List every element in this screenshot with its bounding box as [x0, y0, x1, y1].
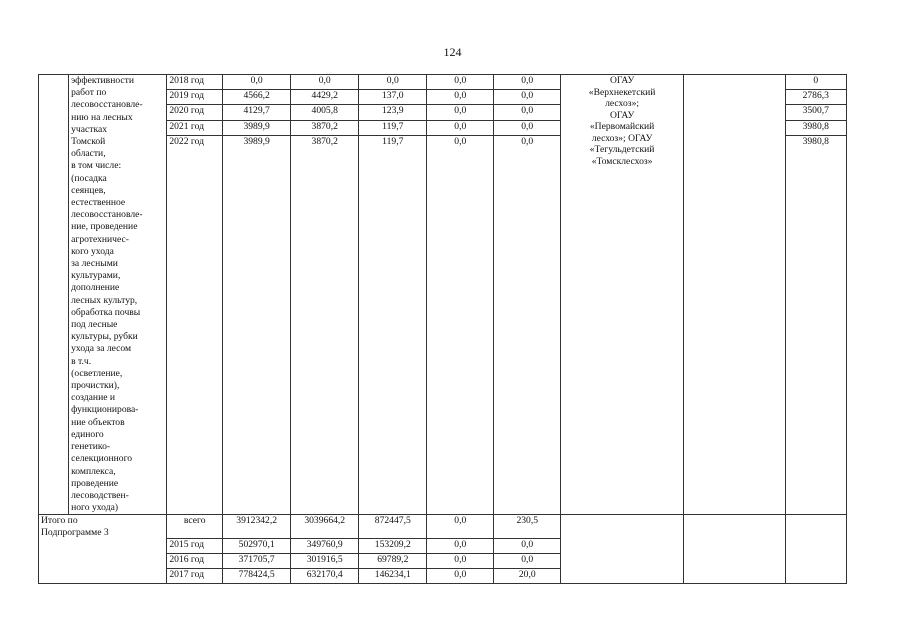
value-cell-loc: 0,0 — [427, 90, 494, 105]
measure-name-line: лесовосстановле- — [71, 99, 143, 111]
value-cell-total: 3989,9 — [223, 135, 291, 515]
value-cell-loc: 0,0 — [427, 105, 494, 120]
measure-name-line: ного ухода) — [71, 502, 119, 514]
row-number-cell — [39, 75, 69, 515]
total-label-cell — [39, 515, 167, 584]
measure-name-line: лесоводствен- — [71, 489, 129, 501]
measure-name-line: ние, проведение — [71, 221, 138, 233]
measure-name-line: под лесные — [71, 319, 118, 331]
value-cell-reg: 0,0 — [359, 75, 427, 90]
measure-name-line: прочистки), — [71, 380, 120, 392]
measure-name-line: функционирова- — [71, 404, 139, 416]
measure-name-line: нию на лесных — [71, 111, 133, 123]
total-last-cell — [785, 515, 846, 584]
measure-name-line: в том числе: — [71, 160, 122, 172]
measure-name-line: естественное — [71, 197, 126, 209]
value-cell-extra: 0,0 — [494, 120, 561, 135]
value-cell-loc: 0,0 — [427, 554, 494, 569]
responsible-line: лесхоз»; — [605, 98, 640, 109]
value-cell-reg: 137,0 — [359, 90, 427, 105]
measure-name-line: селекционного — [71, 453, 133, 465]
value-cell-reg: 119,7 — [359, 120, 427, 135]
measure-name-line: (посадка — [71, 172, 107, 184]
value-cell-reg: 153209,2 — [359, 539, 427, 554]
value-cell-extra: 20,0 — [494, 569, 561, 584]
total-label-line: Итого по — [41, 515, 78, 527]
responsible-line: ОГАУ — [609, 109, 635, 121]
year-cell: 2021 год — [167, 120, 223, 135]
budget-table — [38, 74, 847, 584]
responsible-line: ОГАУ — [609, 75, 635, 86]
value-cell-reg: 119,7 — [359, 135, 427, 515]
measure-name-line: дополнение — [71, 282, 120, 294]
value-cell-total: 778424,5 — [223, 569, 291, 584]
value-cell-loc: 0,0 — [427, 135, 494, 515]
value-cell-reg: 123,9 — [359, 105, 427, 120]
value-cell-total: 4566,2 — [223, 90, 291, 105]
measure-name-line: обработка почвы — [71, 306, 141, 318]
indicator-value-cell: 0 — [785, 75, 846, 90]
year-cell: 2022 год — [167, 135, 223, 515]
indicator-value-cell: 2786,3 — [785, 90, 846, 105]
indicator-value-cell: 3980,8 — [785, 120, 846, 135]
measure-name-cell — [69, 75, 167, 515]
value-cell-total: 3989,9 — [223, 120, 291, 135]
total-responsible-cell — [561, 515, 684, 584]
value-cell-extra: 0,0 — [494, 75, 561, 90]
measure-name-line: проведение — [71, 477, 119, 489]
measure-section — [39, 75, 847, 515]
responsible-cell — [561, 75, 684, 515]
measure-name-line: культуры, рубки — [71, 331, 138, 343]
table-row — [39, 75, 847, 90]
value-cell-extra: 0,0 — [494, 90, 561, 105]
page-number: 124 — [443, 45, 462, 59]
measure-name-line: комплекса, — [71, 465, 116, 477]
value-cell-reg: 69789,2 — [359, 554, 427, 569]
value-cell-extra: 0,0 — [494, 135, 561, 515]
total-label-line: Подпрограмме 3 — [41, 527, 109, 539]
indicator-name-cell — [683, 75, 785, 515]
measure-name-line: лесных культур, — [71, 294, 138, 306]
value-cell-total: 3912342,2 — [223, 515, 291, 539]
year-cell: всего — [167, 515, 223, 539]
value-cell-reg: 872447,5 — [359, 515, 427, 539]
responsible-line: «Первомайский — [589, 121, 655, 132]
value-cell-fed: 3870,2 — [291, 120, 359, 135]
value-cell-fed: 4005,8 — [291, 105, 359, 120]
measure-name-line: за лесными — [71, 258, 118, 270]
measure-name-line: сеянцев, — [71, 184, 106, 196]
measure-name-line: ние объектов — [71, 416, 125, 428]
value-cell-loc: 0,0 — [427, 569, 494, 584]
year-cell: 2015 год — [167, 539, 223, 554]
value-cell-extra: 0,0 — [494, 539, 561, 554]
year-cell: 2018 год — [167, 75, 223, 90]
value-cell-fed: 3870,2 — [291, 135, 359, 515]
value-cell-total: 371705,7 — [223, 554, 291, 569]
total-blank-cell — [683, 515, 785, 584]
measure-name-line: единого — [71, 428, 104, 440]
value-cell-loc: 0,0 — [427, 515, 494, 539]
measure-name-line: культурами, — [71, 270, 121, 282]
measure-name-line: Томской — [71, 136, 106, 148]
value-cell-fed: 349760,9 — [291, 539, 359, 554]
measure-name-line: работ по — [71, 87, 107, 99]
value-cell-total: 4129,7 — [223, 105, 291, 120]
value-cell-fed: 301916,5 — [291, 554, 359, 569]
year-cell: 2017 год — [167, 569, 223, 584]
measure-name-line: в т.ч. — [71, 355, 92, 367]
value-cell-extra: 0,0 — [494, 105, 561, 120]
measure-name-line: агротехничес- — [71, 233, 129, 245]
responsible-line: лесхоз»; ОГАУ — [591, 132, 653, 144]
value-cell-loc: 0,0 — [427, 120, 494, 135]
value-cell-fed: 4429,2 — [291, 90, 359, 105]
value-cell-loc: 0,0 — [427, 539, 494, 554]
measure-name-line: генетико- — [71, 441, 111, 453]
value-cell-total: 0,0 — [223, 75, 291, 90]
measure-name-line: создание и — [71, 392, 115, 404]
value-cell-fed: 3039664,2 — [291, 515, 359, 539]
value-cell-extra: 0,0 — [494, 554, 561, 569]
measure-name-line: участках — [71, 123, 108, 135]
responsible-line: «Тегульдетский — [589, 144, 655, 155]
indicator-value-cell: 3500,7 — [785, 105, 846, 120]
measure-name-line: ухода за лесом — [71, 343, 132, 355]
table-row — [39, 515, 847, 539]
value-cell-fed: 0,0 — [291, 75, 359, 90]
year-cell: 2016 год — [167, 554, 223, 569]
total-section — [39, 515, 847, 584]
measure-name-line: (осветление, — [71, 367, 123, 379]
value-cell-extra: 230,5 — [494, 515, 561, 539]
responsible-line: «Верхнекетский — [588, 86, 656, 98]
responsible-line: «Томсклесхоз» — [591, 155, 653, 167]
value-cell-reg: 146234,1 — [359, 569, 427, 584]
measure-name-line: области, — [71, 148, 106, 160]
value-cell-total: 502970,1 — [223, 539, 291, 554]
indicator-value-cell: 3980,8 — [785, 135, 846, 515]
value-cell-fed: 632170,4 — [291, 569, 359, 584]
year-cell: 2019 год — [167, 90, 223, 105]
measure-name-line: кого ухода — [71, 245, 114, 257]
value-cell-loc: 0,0 — [427, 75, 494, 90]
year-cell: 2020 год — [167, 105, 223, 120]
measure-name-line: лесовосстановле- — [71, 209, 143, 221]
measure-name-line: эффективности — [71, 75, 134, 86]
